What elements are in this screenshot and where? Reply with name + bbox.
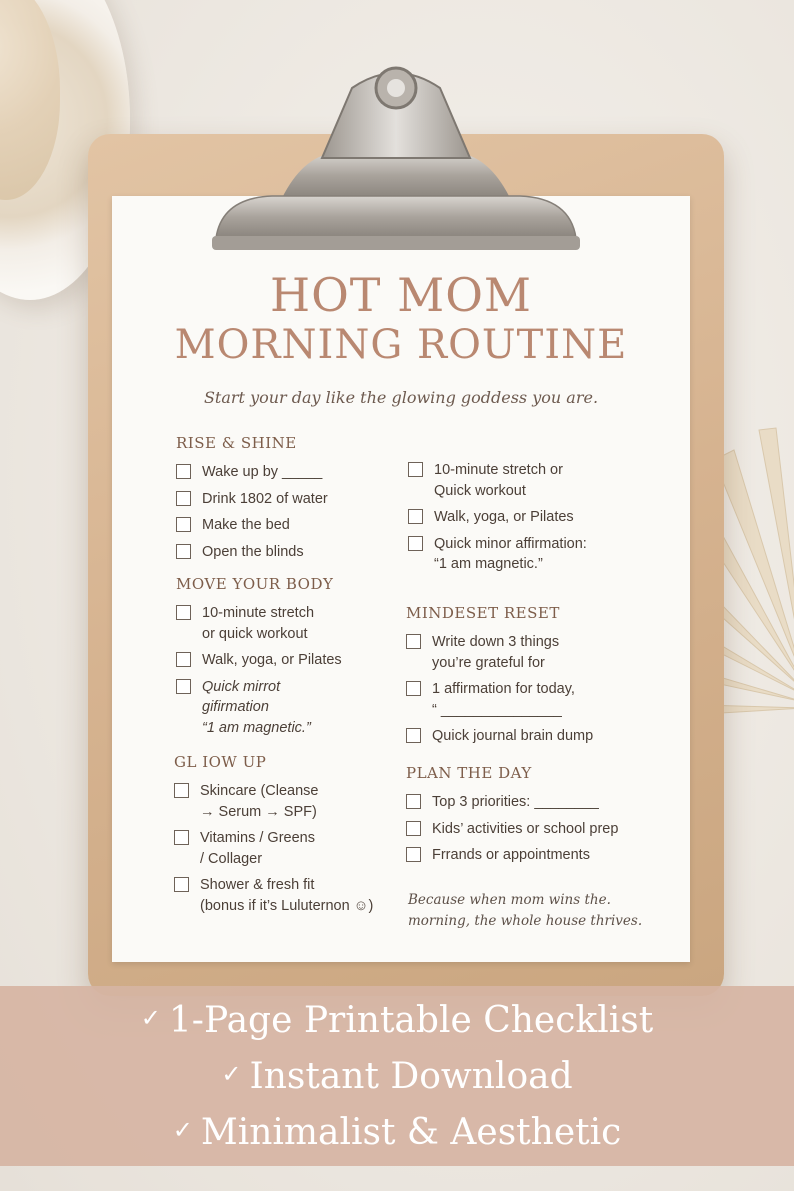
section-right-top — [408, 460, 678, 581]
checklist-item — [408, 507, 678, 528]
checklist-item — [176, 489, 406, 510]
item-text: Walk, yoga, or Pilates — [434, 509, 574, 525]
section-title: RISE & SHINE — [176, 434, 297, 452]
section-mindset-reset — [406, 604, 678, 753]
checklist-item — [406, 679, 678, 720]
item-text: Open the blinds — [202, 543, 304, 560]
dried-flower — [0, 0, 60, 200]
checklist-item — [406, 819, 678, 840]
subtitle: Start your day like the glowing goddess you are. — [203, 388, 599, 407]
item-text: Shower & fresh fit (bonus if it’s Luluternon ☺) — [200, 877, 374, 914]
checklist-item — [174, 781, 406, 822]
banner-text-1: 1-Page Printable Checklist — [168, 1000, 654, 1041]
section-plan-the-day — [406, 764, 678, 872]
checklist-item — [176, 462, 406, 483]
item-text: Write down 3 things you’re grateful for — [432, 634, 560, 671]
checkbox[interactable] — [406, 821, 421, 836]
checklist-item — [176, 677, 406, 739]
checklist-item — [176, 542, 406, 563]
item-text: Quick journal brain dump — [432, 728, 594, 744]
checkbox[interactable] — [406, 847, 421, 862]
checkbox[interactable] — [176, 652, 191, 667]
checklist-item — [408, 534, 678, 575]
checkbox[interactable] — [408, 509, 423, 524]
checkbox[interactable] — [406, 794, 421, 809]
checklist-item — [408, 460, 678, 501]
checkbox[interactable] — [174, 877, 189, 892]
item-text: Top 3 priorities: ________ — [432, 794, 599, 810]
item-text: Quick mirrot gifirmation “1 am magnetic.” — [202, 678, 311, 736]
checkbox[interactable] — [176, 491, 191, 506]
checklist-item — [406, 726, 678, 747]
item-text: 1 affirmation for today, “ _______________ — [432, 681, 575, 718]
checklist-item — [176, 603, 406, 644]
checkbox[interactable] — [406, 634, 421, 649]
banner-text-2: Instant Download — [249, 1056, 573, 1097]
item-text: Make the bed — [202, 517, 290, 533]
checklist-item — [406, 632, 678, 673]
section-title: MOVE YOUR BODY — [176, 575, 334, 593]
item-text: Skincare (Cleanse → Serum → SPF) — [200, 783, 319, 820]
tagline: Because when mom wins the. morning, the whole house thrives. — [408, 892, 643, 929]
section-rise-shine — [176, 434, 406, 568]
banner-line-3 — [0, 1112, 794, 1153]
checklist-item — [406, 792, 678, 813]
section-title: MINDESET RESET — [406, 604, 560, 622]
checklist-item — [406, 845, 678, 866]
section-move-your-body — [176, 575, 406, 744]
section-glow-up — [174, 753, 406, 922]
checklist-item — [174, 828, 406, 869]
title-line-1: HOT MOM — [269, 268, 533, 322]
checkbox[interactable] — [176, 605, 191, 620]
checkbox[interactable] — [406, 728, 421, 743]
title-line-2: MORNING ROUTINE — [174, 322, 628, 368]
checkbox[interactable] — [174, 783, 189, 798]
checkbox[interactable] — [174, 830, 189, 845]
banner-text-3: Minimalist & Aesthetic — [200, 1112, 622, 1153]
item-text: Quick minor affirmation: “1 am magnetic.” — [434, 535, 587, 572]
item-text: Drink 1802 of water — [202, 490, 328, 507]
item-text: 10-minute stretch or quick workout — [202, 605, 315, 642]
item-text: Wake up by _____ — [202, 464, 323, 480]
banner-line-1 — [0, 1000, 794, 1041]
check-icon: ✓ — [172, 1116, 193, 1144]
checklist-item — [176, 650, 406, 671]
checkbox[interactable] — [406, 681, 421, 696]
checklist-item — [174, 875, 406, 916]
checkbox[interactable] — [176, 544, 191, 559]
checkbox[interactable] — [408, 536, 423, 551]
section-title: GL IOW UP — [174, 753, 267, 771]
banner-line-2 — [0, 1056, 794, 1097]
item-text: Vitamins / Greens / Collager — [200, 830, 315, 867]
checkbox[interactable] — [176, 517, 191, 532]
checkbox[interactable] — [408, 462, 423, 477]
checkbox[interactable] — [176, 464, 191, 479]
checkbox[interactable] — [176, 679, 191, 694]
check-icon: ✓ — [221, 1060, 242, 1088]
item-text: Kids’ activities or school prep — [432, 820, 619, 837]
item-text: 10-minute stretch or Quick workout — [434, 462, 563, 499]
check-icon: ✓ — [140, 1004, 161, 1032]
clipboard-clip — [212, 48, 580, 253]
section-title: PLAN THE DAY — [406, 764, 532, 782]
promo-banner — [0, 986, 794, 1166]
item-text: Walk, yoga, or Pilates — [202, 652, 342, 668]
checklist-item — [176, 515, 406, 536]
checklist-paper — [112, 196, 690, 962]
item-text: Frrands or appointments — [432, 847, 590, 863]
